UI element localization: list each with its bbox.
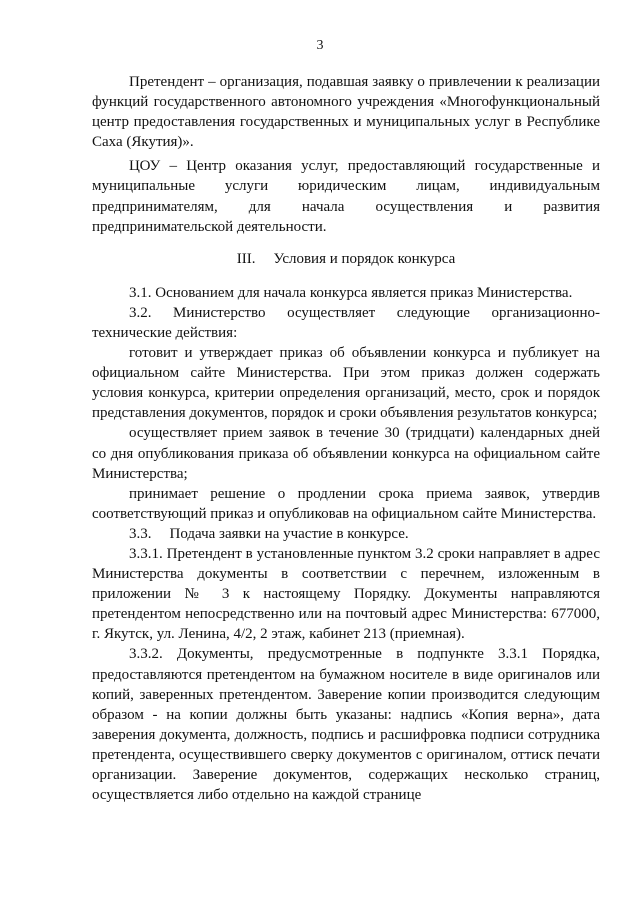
section-number: III. <box>236 250 256 267</box>
clause-3-3 <box>92 524 600 544</box>
section-title: Условия и порядок конкурса <box>273 250 456 267</box>
definition-tsou: ЦОУ – Центр оказания услуг, предоставляющий государственные и муниципальные услуги юридическим лицам, индивидуальным предпринимателям, для начала осуществления и развития предпринимательской деятельности. <box>92 158 600 235</box>
clause-3-3-text: Подача заявки на участие в конкурсе. <box>169 525 409 542</box>
clause-3-2-a: готовит и утверждает приказ об объявлении конкурса и публикует на официальном сайте Министерства. При этом приказ должен содержать условия конкурса, критерии определения организаций, место, срок и порядок представления документов, порядок и сроки объявления результатов конкурса; <box>92 345 600 422</box>
definition-pretendent: Претендент – организация, подавшая заявку о привлечении к реализации функций государственного автономного учреждения «Многофункциональный центр предоставления государственных и муниципальных услуг в Республике Саха (Якутия)». <box>92 74 600 151</box>
clause-3-3-1: 3.3.1. Претендент в установленные пунктом 3.2 сроки направляет в адрес Министерства документы в соответствии с перечнем, изложенным в приложении № 3 к настоящему Порядку. Документы направляются претендентом непосредственно или на почтовый адрес Министерства: 677000, г. Якутск, ул. Ленина, 4/2, 2 этаж, кабинет 213 (приемная). <box>92 545 600 643</box>
page-number: 3 <box>316 38 324 53</box>
clause-3-2-b: осуществляет прием заявок в течение 30 (тридцати) календарных дней со дня опубликования приказа об объявлении конкурса на официальном сайте Министерства; <box>92 425 600 482</box>
clause-3-3-2: 3.3.2. Документы, предусмотренные в подпункте 3.3.1 Порядка, предоставляются претендентом на бумажном носителе в виде оригиналов или копий, заверенных претендентом. Заверение копии производится следующим образом - на копии должны быть указаны: надпись «Копия верна», дата заверения документа, должность, подпись и расшифровка подписи сотрудника претендента, осуществившего сверку документов с оригиналом, оттиск печати организации. Заверение документов, содержащих несколько страниц, осуществляется либо отдельно на каждой странице <box>92 646 600 804</box>
clause-3-2-c: принимает решение о продлении срока приема заявок, утвердив соответствующий приказ и опубликовав на официальном сайте Министерства. <box>92 485 600 522</box>
clause-3-1: 3.1. Основанием для начала конкурса является приказ Министерства. <box>129 284 573 301</box>
section-heading <box>92 249 600 269</box>
clause-3-3-label: 3.3. <box>129 525 152 542</box>
clause-3-2: 3.2. Министерство осуществляет следующие организационно-технические действия: <box>92 304 600 341</box>
